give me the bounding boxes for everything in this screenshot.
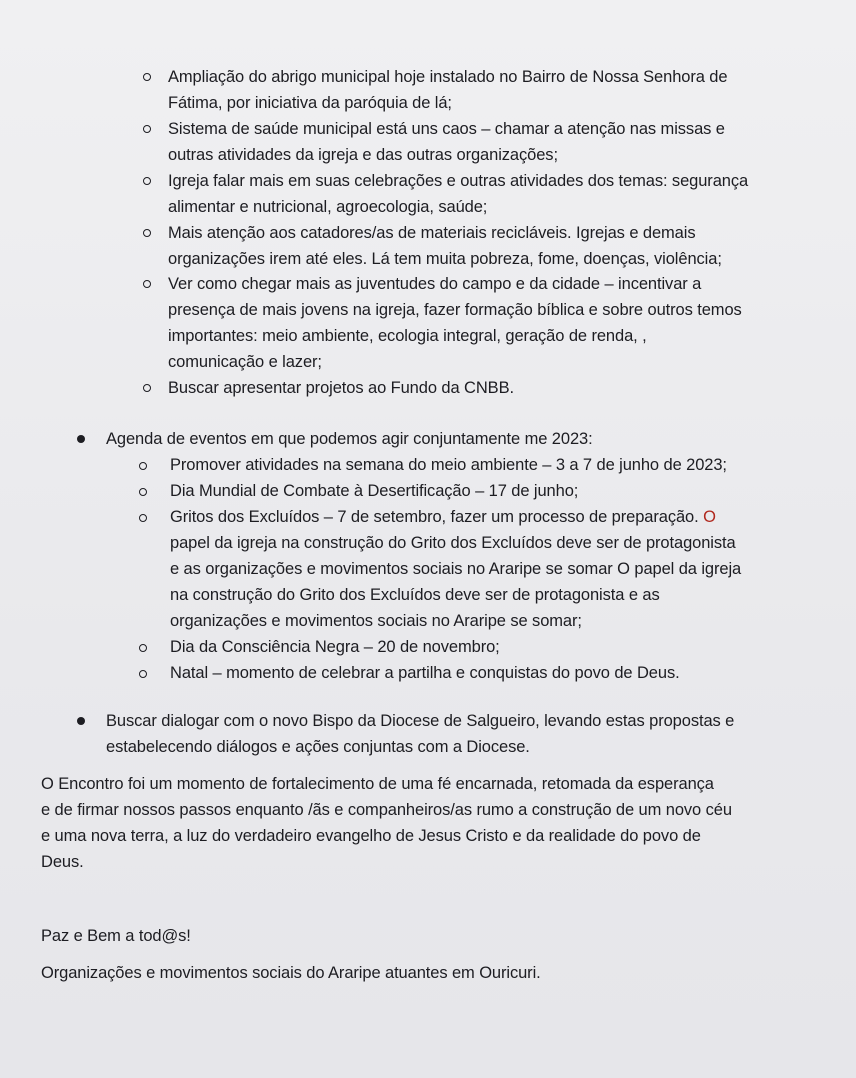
list-item-line: Buscar dialogar com o novo Bispo da Diocese de Salgueiro, levando estas propostas e — [106, 712, 735, 730]
paragraph-line: O Encontro foi um momento de fortalecimento de uma fé encarnada, retomada da esperança — [41, 775, 714, 793]
list-item-line: outras atividades da igreja e das outras organizações; — [168, 146, 558, 164]
list-item-line: Dia da Consciência Negra – 20 de novembro; — [170, 638, 500, 656]
list-item-line: Dia Mundial de Combate à Desertificação – 17 de junho; — [170, 482, 579, 500]
list-item-text: Gritos dos Excluídos – 7 de setembro, fazer um processo de preparação. — [170, 508, 704, 526]
list-item-line: organizações irem até eles. Lá tem muita pobreza, fome, doenças, violência; — [168, 250, 722, 268]
list-item-line: Ampliação do abrigo municipal hoje instalado no Bairro de Nossa Senhora de — [168, 68, 728, 86]
list-item-line: papel da igreja na construção do Grito dos Excluídos deve ser de protagonista — [170, 534, 736, 552]
list-item-line: Promover atividades na semana do meio ambiente – 3 a 7 de junho de 2023; — [170, 456, 727, 474]
paragraph-line: e uma nova terra, a luz do verdadeiro evangelho de Jesus Cristo e da realidade do povo de — [41, 827, 701, 845]
list-item-line: comunicação e lazer; — [168, 353, 322, 371]
list-item-line — [170, 504, 716, 530]
list-item-line: Mais atenção aos catadores/as de materiais recicláveis. Igrejas e demais — [168, 224, 696, 242]
list-item-line: organizações e movimentos sociais no Araripe se somar; — [170, 612, 582, 630]
agenda-heading: Agenda de eventos em que podemos agir conjuntamente me 2023: — [106, 430, 593, 448]
list-item-line: Sistema de saúde municipal está uns caos – chamar a atenção nas missas e — [168, 120, 725, 138]
greeting: Paz e Bem a tod@s! — [41, 927, 191, 945]
list-item-line: na construção do Grito dos Excluídos deve ser de protagonista e as — [170, 586, 660, 604]
list-item-line: importantes: meio ambiente, ecologia integral, geração de renda, , — [168, 327, 647, 345]
filled-bullet-icon — [77, 717, 85, 725]
list-item-line: Natal – momento de celebrar a partilha e conquistas do povo de Deus. — [170, 664, 680, 682]
list-item-line: estabelecendo diálogos e ações conjuntas com a Diocese. — [106, 738, 530, 756]
hollow-bullet-icon — [143, 280, 151, 288]
list-item-line: e as organizações e movimentos sociais no Araripe se somar O papel da igreja — [170, 560, 742, 578]
hollow-bullet-icon — [139, 462, 147, 470]
red-letter: O — [703, 508, 716, 526]
hollow-bullet-icon — [139, 644, 147, 652]
hollow-bullet-icon — [139, 488, 147, 496]
hollow-bullet-icon — [143, 177, 151, 185]
list-item-line: alimentar e nutricional, agroecologia, saúde; — [168, 198, 488, 216]
signature: Organizações e movimentos sociais do Araripe atuantes em Ouricuri. — [41, 964, 541, 982]
hollow-bullet-icon — [143, 384, 151, 392]
hollow-bullet-icon — [139, 670, 147, 678]
list-item-line: Ver como chegar mais as juventudes do campo e da cidade – incentivar a — [168, 275, 702, 293]
list-item-line: Igreja falar mais em suas celebrações e outras atividades dos temas: segurança — [168, 172, 749, 190]
list-item-line: Fátima, por iniciativa da paróquia de lá; — [168, 94, 452, 112]
filled-bullet-icon — [77, 435, 85, 443]
list-item-line: Buscar apresentar projetos ao Fundo da CNBB. — [168, 379, 514, 397]
hollow-bullet-icon — [143, 229, 151, 237]
list-item-line: presença de mais jovens na igreja, fazer formação bíblica e sobre outros temos — [168, 301, 742, 319]
paragraph-line: Deus. — [41, 853, 84, 871]
paragraph-line: e de firmar nossos passos enquanto /ãs e companheiros/as rumo a construção de um novo céu — [41, 801, 732, 819]
hollow-bullet-icon — [143, 125, 151, 133]
hollow-bullet-icon — [139, 514, 147, 522]
hollow-bullet-icon — [143, 73, 151, 81]
